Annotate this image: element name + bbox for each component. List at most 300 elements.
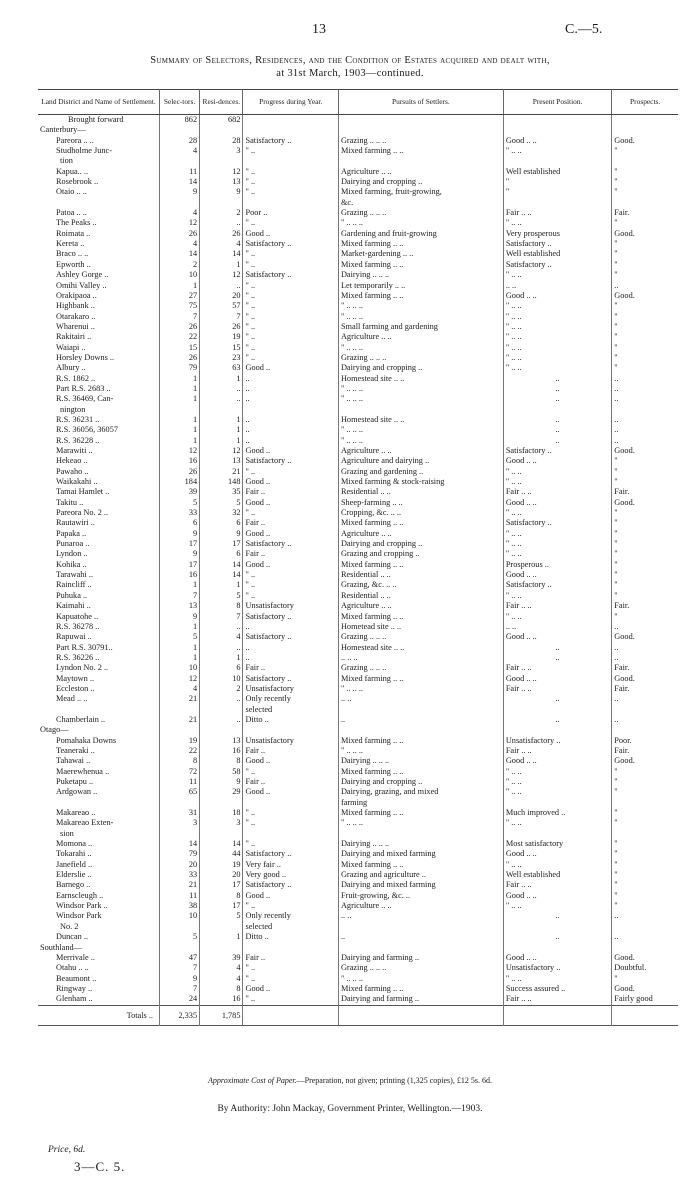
cell-settlement-name: Albury ..: [38, 363, 159, 373]
cell-position: Fair .. ..: [503, 601, 611, 611]
cell-prospects: ": [614, 849, 618, 859]
cell-progress: Satisfactory ..: [243, 539, 338, 549]
cell-settlement-name: Ashley Gorge ..: [38, 270, 159, 280]
cell-prospects: ": [614, 218, 618, 228]
table-row: [38, 860, 678, 870]
cell-selectors: 19: [159, 736, 199, 746]
cell-pursuits: Gardening and fruit-growing: [338, 229, 503, 239]
cell-pursuits: Mixed farming & stock-raising: [338, 477, 503, 487]
cell-settlement-name: Epworth ..: [38, 260, 159, 270]
cell-settlement-name: Beaumont ..: [38, 974, 159, 984]
cell-prospects: ..: [614, 911, 619, 921]
cell-pursuits: [338, 125, 503, 135]
cell-pursuits: Agriculture .. ..: [338, 446, 503, 456]
cell-prospects: ": [614, 880, 618, 890]
cell-residences: 1: [200, 436, 243, 446]
cell-settlement-name: Merrivale ..: [38, 953, 159, 963]
cell-prospects: ..: [614, 435, 619, 445]
table-row: [38, 187, 678, 197]
table-row: [38, 322, 678, 332]
cell-progress: Poor ..: [243, 208, 338, 218]
cell-settlement-name: Patoa .. ..: [38, 208, 159, 218]
cell-progress: Fair ..: [243, 953, 338, 963]
cell-selectors: 9: [159, 529, 199, 539]
cell-pursuits: &c.: [338, 198, 503, 208]
cell-progress: Good ..: [243, 529, 338, 539]
cell-settlement-name: Southland—: [38, 943, 159, 953]
cell-progress: ..: [243, 425, 338, 435]
table-row: [38, 591, 678, 601]
column-header-land-district: Land District and Name of Settlement.: [38, 90, 159, 115]
rule-cell: [159, 1025, 199, 1027]
table-row: [38, 674, 678, 684]
cell-progress: " ..: [243, 974, 338, 984]
totals-label: Totals ..: [38, 1005, 159, 1025]
cell-residences: 1: [200, 415, 243, 425]
cell-pursuits: Mixed farming .. ..: [338, 260, 503, 270]
cell-pursuits: Dairying and cropping ..: [338, 363, 503, 373]
cell-residences: 14: [200, 570, 243, 580]
cell-position: " .. ..: [503, 353, 611, 363]
cell-pursuits: ..: [338, 932, 503, 942]
cell-pursuits: Residential .. ..: [338, 487, 503, 497]
cell-pursuits: Agriculture and dairying ..: [338, 456, 503, 466]
cell-prospects: ": [614, 518, 618, 528]
cell-progress: Good ..: [243, 229, 338, 239]
cell-settlement-name: Brought forward: [38, 115, 159, 126]
cell-settlement-name: [38, 198, 159, 208]
cell-position: Satisfactory ..: [503, 446, 611, 456]
cell-pursuits: Grazing and gardening ..: [338, 467, 503, 477]
table-row: [38, 756, 678, 766]
header-row: [38, 90, 678, 115]
cell-residences: [200, 725, 243, 735]
cell-progress: Fair ..: [243, 487, 338, 497]
cell-settlement-name: Pomahaka Downs: [38, 736, 159, 746]
table-row: [38, 560, 678, 570]
table-row: [38, 549, 678, 559]
cell-settlement-name: Part R.S. 30791..: [38, 643, 159, 653]
cell-settlement-name: R.S. 36056, 36057: [38, 425, 159, 435]
cell-settlement-name: Lyndon ..: [38, 549, 159, 559]
cell-position: ..: [503, 694, 611, 704]
cell-progress: [243, 405, 338, 415]
table-row: [38, 798, 678, 808]
cell-progress: selected: [243, 705, 338, 715]
table-row: [38, 539, 678, 549]
cell-selectors: 47: [159, 953, 199, 963]
cell-selectors: [159, 156, 199, 166]
cell-prospects: Fair.: [614, 745, 630, 755]
cell-prospects: ": [614, 301, 618, 311]
table-row: [38, 487, 678, 497]
cell-residences: 4: [200, 974, 243, 984]
cell-settlement-name: Janefield ..: [38, 860, 159, 870]
cell-selectors: [159, 922, 199, 932]
cell-pursuits: [338, 705, 503, 715]
cell-selectors: 10: [159, 663, 199, 673]
cell-position: " .. ..: [503, 974, 611, 984]
cell-selectors: 79: [159, 363, 199, 373]
cell-pursuits: " .. .. ..: [338, 301, 503, 311]
cell-position: " .. ..: [503, 312, 611, 322]
cell-prospects: ": [614, 259, 618, 269]
authority-line: By Authority: John Mackay, Government Printer, Wellington.—1903.: [217, 1104, 483, 1114]
table-row: [38, 291, 678, 301]
cell-settlement-name: Duncan ..: [38, 932, 159, 942]
cell-selectors: 5: [159, 498, 199, 508]
cell-prospects: Good.: [614, 756, 635, 766]
cell-prospects: ..: [614, 394, 619, 404]
cell-residences: 13: [200, 177, 243, 187]
cell-pursuits: Residential .. ..: [338, 591, 503, 601]
cell-selectors: 16: [159, 570, 199, 580]
cell-prospects: ..: [614, 373, 619, 383]
cell-prospects: ": [614, 363, 618, 373]
cell-selectors: 1: [159, 643, 199, 653]
cell-position: Most satisfactory: [503, 839, 611, 849]
cell-position: Good .. ..: [503, 291, 611, 301]
cell-progress: " ..: [243, 187, 338, 197]
cell-progress: [243, 156, 338, 166]
cell-prospects: ": [614, 580, 618, 590]
cell-position: Fair .. ..: [503, 746, 611, 756]
cell-progress: " ..: [243, 167, 338, 177]
cell-settlement-name: Kapua.. ..: [38, 167, 159, 177]
table-row: [38, 684, 678, 694]
cell-settlement-name: R.S. 36231 ..: [38, 415, 159, 425]
cell-prospects: ": [614, 973, 618, 983]
table-row: [38, 518, 678, 528]
cell-pursuits: Grazing and agriculture ..: [338, 870, 503, 880]
cell-position: [503, 198, 611, 208]
totals-residences: 1,785: [200, 1005, 243, 1025]
cell-progress: [243, 798, 338, 808]
cell-settlement-name: Rosebrook ..: [38, 177, 159, 187]
cell-progress: Fair ..: [243, 777, 338, 787]
cell-progress: Only recently: [243, 694, 338, 704]
cell-residences: 13: [200, 736, 243, 746]
rule-cell: [243, 1025, 338, 1027]
table-row: [38, 643, 678, 653]
table-row: [38, 281, 678, 291]
cell-prospects: [612, 705, 678, 715]
cell-progress: Fair ..: [243, 746, 338, 756]
cell-prospects: Fair.: [614, 683, 630, 693]
cell-progress: " ..: [243, 508, 338, 518]
cell-position: Good .. ..: [503, 849, 611, 859]
cell-progress: [243, 943, 338, 953]
cell-progress: [243, 829, 338, 839]
cell-selectors: 1: [159, 425, 199, 435]
cell-prospects: ": [614, 352, 618, 362]
cell-selectors: 72: [159, 767, 199, 777]
cell-progress: Good ..: [243, 477, 338, 487]
cell-settlement-name: Puhuka ..: [38, 591, 159, 601]
cell-position: " .. ..: [503, 529, 611, 539]
cell-selectors: 31: [159, 808, 199, 818]
cell-progress: Satisfactory ..: [243, 849, 338, 859]
cell-selectors: 13: [159, 601, 199, 611]
cell-position: Fair .. ..: [503, 684, 611, 694]
cell-pursuits: Dairying and mixed farming: [338, 880, 503, 890]
cell-prospects: Fairly good: [614, 994, 653, 1004]
cell-pursuits: Mixed farming .. ..: [338, 518, 503, 528]
cell-position: Good .. ..: [503, 953, 611, 963]
cell-selectors: 26: [159, 467, 199, 477]
cell-progress: [243, 115, 338, 126]
cell-residences: 5: [200, 591, 243, 601]
table-row: [38, 746, 678, 756]
cell-prospects: [612, 198, 678, 208]
cell-prospects: ": [614, 466, 618, 476]
table-row: [38, 963, 678, 973]
cell-selectors: 1: [159, 436, 199, 446]
cell-position: Much improved ..: [503, 808, 611, 818]
cell-pursuits: Grazing .. .. ..: [338, 136, 503, 146]
cell-progress: Satisfactory ..: [243, 270, 338, 280]
cell-position: [503, 705, 611, 715]
cell-settlement-name: Kaimahi ..: [38, 601, 159, 611]
cell-prospects: Poor.: [614, 735, 632, 745]
cell-settlement-name: Pareora .. ..: [38, 136, 159, 146]
cell-pursuits: " .. .. ..: [338, 394, 503, 404]
cell-prospects: [612, 125, 678, 135]
cell-residences: 148: [200, 477, 243, 487]
cell-pursuits: Mixed farming .. ..: [338, 767, 503, 777]
table-row: [38, 632, 678, 642]
cell-prospects: ": [614, 839, 618, 849]
cell-position: Good .. ..: [503, 136, 611, 146]
cell-prospects: Good.: [614, 497, 635, 507]
table-row: [38, 891, 678, 901]
table-row: [38, 467, 678, 477]
cell-selectors: 9: [159, 187, 199, 197]
cell-settlement-name: Chamberlain ..: [38, 715, 159, 725]
cell-pursuits: " .. .. ..: [338, 684, 503, 694]
cell-settlement-name: Earnscleugh ..: [38, 891, 159, 901]
signature-mark: 3—C. 5.: [74, 1159, 126, 1174]
cell-pursuits: Mixed farming .. ..: [338, 674, 503, 684]
cell-position: Good .. ..: [503, 756, 611, 766]
table-row: [38, 880, 678, 890]
cell-selectors: [159, 125, 199, 135]
table-row: [38, 622, 678, 632]
cell-progress: ..: [243, 374, 338, 384]
cell-residences: 6: [200, 518, 243, 528]
cell-residences: 4: [200, 239, 243, 249]
cell-selectors: [159, 725, 199, 735]
cell-position: ..: [503, 384, 611, 394]
cell-selectors: 10: [159, 911, 199, 921]
cell-residences: 9: [200, 777, 243, 787]
cell-prospects: ": [614, 766, 618, 776]
cell-prospects: ": [614, 342, 618, 352]
table-row: [38, 725, 678, 735]
cell-residences: [200, 405, 243, 415]
cell-selectors: 12: [159, 218, 199, 228]
cell-selectors: 26: [159, 353, 199, 363]
cell-position: " .. ..: [503, 767, 611, 777]
cell-position: ..: [503, 643, 611, 653]
cell-prospects: ": [614, 787, 618, 797]
table-row: [38, 601, 678, 611]
cell-progress: " ..: [243, 467, 338, 477]
cell-pursuits: Agriculture .. ..: [338, 529, 503, 539]
cell-position: " .. ..: [503, 477, 611, 487]
table-row: [38, 736, 678, 746]
cell-residences: 14: [200, 839, 243, 849]
cell-residences: 35: [200, 487, 243, 497]
table-row: [38, 974, 678, 984]
cell-selectors: 27: [159, 291, 199, 301]
cell-residences: 17: [200, 539, 243, 549]
cell-residences: 1: [200, 653, 243, 663]
rule-cell: [38, 1025, 159, 1027]
cell-position: Fair .. ..: [503, 487, 611, 497]
cell-position: " .. ..: [503, 860, 611, 870]
cell-progress: Good ..: [243, 560, 338, 570]
cell-pursuits: Hometead site .. ..: [338, 622, 503, 632]
cell-pursuits: " .. .. ..: [338, 436, 503, 446]
cell-pursuits: [338, 405, 503, 415]
cell-progress: Fair ..: [243, 663, 338, 673]
cell-residences: ..: [200, 622, 243, 632]
cell-prospects: ..: [614, 280, 619, 290]
cell-position: Fair .. ..: [503, 880, 611, 890]
cell-position: [503, 156, 611, 166]
cell-progress: ..: [243, 653, 338, 663]
page-number: 13: [312, 22, 326, 37]
cell-selectors: 1: [159, 384, 199, 394]
cell-residences: [200, 198, 243, 208]
cell-prospects: [612, 829, 678, 839]
cell-pursuits: Dairying and farming ..: [338, 953, 503, 963]
cell-pursuits: .. ..: [338, 694, 503, 704]
cell-pursuits: Dairying and farming ..: [338, 994, 503, 1005]
cell-selectors: 5: [159, 632, 199, 642]
cell-progress: " ..: [243, 260, 338, 270]
cell-prospects: Good.: [614, 135, 635, 145]
cell-position: Very prosperous: [503, 229, 611, 239]
cell-position: Well established: [503, 870, 611, 880]
cell-residences: [200, 125, 243, 135]
cell-settlement-name: [38, 705, 159, 715]
cell-settlement-name: Ardgowan ..: [38, 787, 159, 797]
cell-settlement-name: Glenham ..: [38, 994, 159, 1005]
table-row: [38, 456, 678, 466]
table-row: [38, 156, 678, 166]
cell-settlement-name: Marawiti ..: [38, 446, 159, 456]
cell-position: [503, 115, 611, 126]
cell-residences: 19: [200, 860, 243, 870]
cell-selectors: [159, 798, 199, 808]
cell-pursuits: Dairying and cropping ..: [338, 539, 503, 549]
cell-prospects: Good.: [614, 446, 635, 455]
cell-prospects: ": [614, 777, 618, 786]
table-row: [38, 663, 678, 673]
cell-selectors: 22: [159, 332, 199, 342]
cell-pursuits: Agriculture .. ..: [338, 332, 503, 342]
cell-progress: " ..: [243, 146, 338, 156]
cell-position: " .. ..: [503, 901, 611, 911]
cell-progress: Satisfactory ..: [243, 880, 338, 890]
cell-residences: 5: [200, 498, 243, 508]
cost-note: [0, 1076, 700, 1085]
cell-selectors: 7: [159, 312, 199, 322]
cell-progress: Unsatisfactory: [243, 684, 338, 694]
cell-position: ": [503, 177, 611, 187]
page-header: [0, 22, 700, 42]
cell-residences: ..: [200, 643, 243, 653]
cell-residences: [200, 156, 243, 166]
cell-settlement-name: Kohika ..: [38, 560, 159, 570]
cell-selectors: 24: [159, 994, 199, 1005]
cell-pursuits: [338, 829, 503, 839]
cell-selectors: 1: [159, 622, 199, 632]
table-row: [38, 953, 678, 963]
cell-residences: 12: [200, 446, 243, 456]
cell-prospects: ": [614, 539, 618, 549]
cell-progress: " ..: [243, 249, 338, 259]
cell-selectors: 5: [159, 932, 199, 942]
cell-blank: [612, 1005, 678, 1025]
table-row: [38, 612, 678, 622]
cell-prospects: Fair.: [614, 601, 630, 611]
cell-progress: Satisfactory ..: [243, 674, 338, 684]
cell-position: " .. ..: [503, 467, 611, 477]
table-row: [38, 208, 678, 218]
cell-selectors: 1: [159, 281, 199, 291]
cell-selectors: 7: [159, 963, 199, 973]
cell-pursuits: Dairying .. .. ..: [338, 756, 503, 766]
cell-position: Prosperous ..: [503, 560, 611, 570]
table-row: [38, 177, 678, 187]
table-row: [38, 705, 678, 715]
table-row: [38, 570, 678, 580]
cell-residences: 1: [200, 425, 243, 435]
cell-position: Fair .. ..: [503, 994, 611, 1005]
cell-pursuits: Mixed farming .. ..: [338, 736, 503, 746]
cell-position: " .. ..: [503, 508, 611, 518]
cell-progress: " ..: [243, 994, 338, 1005]
cell-residences: 10: [200, 674, 243, 684]
cell-pursuits: " .. .. ..: [338, 312, 503, 322]
cost-text: —Preparation, not given; printing (1,325 copies), £12 5s. 6d.: [296, 1076, 492, 1085]
cell-settlement-name: Makareao Exten-: [38, 818, 159, 828]
cell-settlement-name: Puketapu ..: [38, 777, 159, 787]
cell-pursuits: Sheep-farming .. ..: [338, 498, 503, 508]
cell-settlement-name: Teaneraki ..: [38, 746, 159, 756]
cell-selectors: 6: [159, 518, 199, 528]
cell-residences: ..: [200, 715, 243, 725]
cell-progress: Ditto ..: [243, 932, 338, 942]
table-title: [0, 54, 700, 80]
cell-pursuits: " .. .. ..: [338, 746, 503, 756]
cell-position: Satisfactory ..: [503, 260, 611, 270]
cell-position: Good .. ..: [503, 498, 611, 508]
table-row: [38, 374, 678, 384]
cell-settlement-name: Rakitairi ..: [38, 332, 159, 342]
cell-pursuits: Dairying .. .. ..: [338, 270, 503, 280]
cell-pursuits: Dairying and mixed farming: [338, 849, 503, 859]
cell-residences: 20: [200, 291, 243, 301]
cell-position: [503, 405, 611, 415]
cell-pursuits: Dairying .. .. ..: [338, 839, 503, 849]
cell-residences: 3: [200, 146, 243, 156]
cell-settlement-name: R.S. 36228 ..: [38, 436, 159, 446]
cell-prospects: ..: [614, 425, 619, 435]
